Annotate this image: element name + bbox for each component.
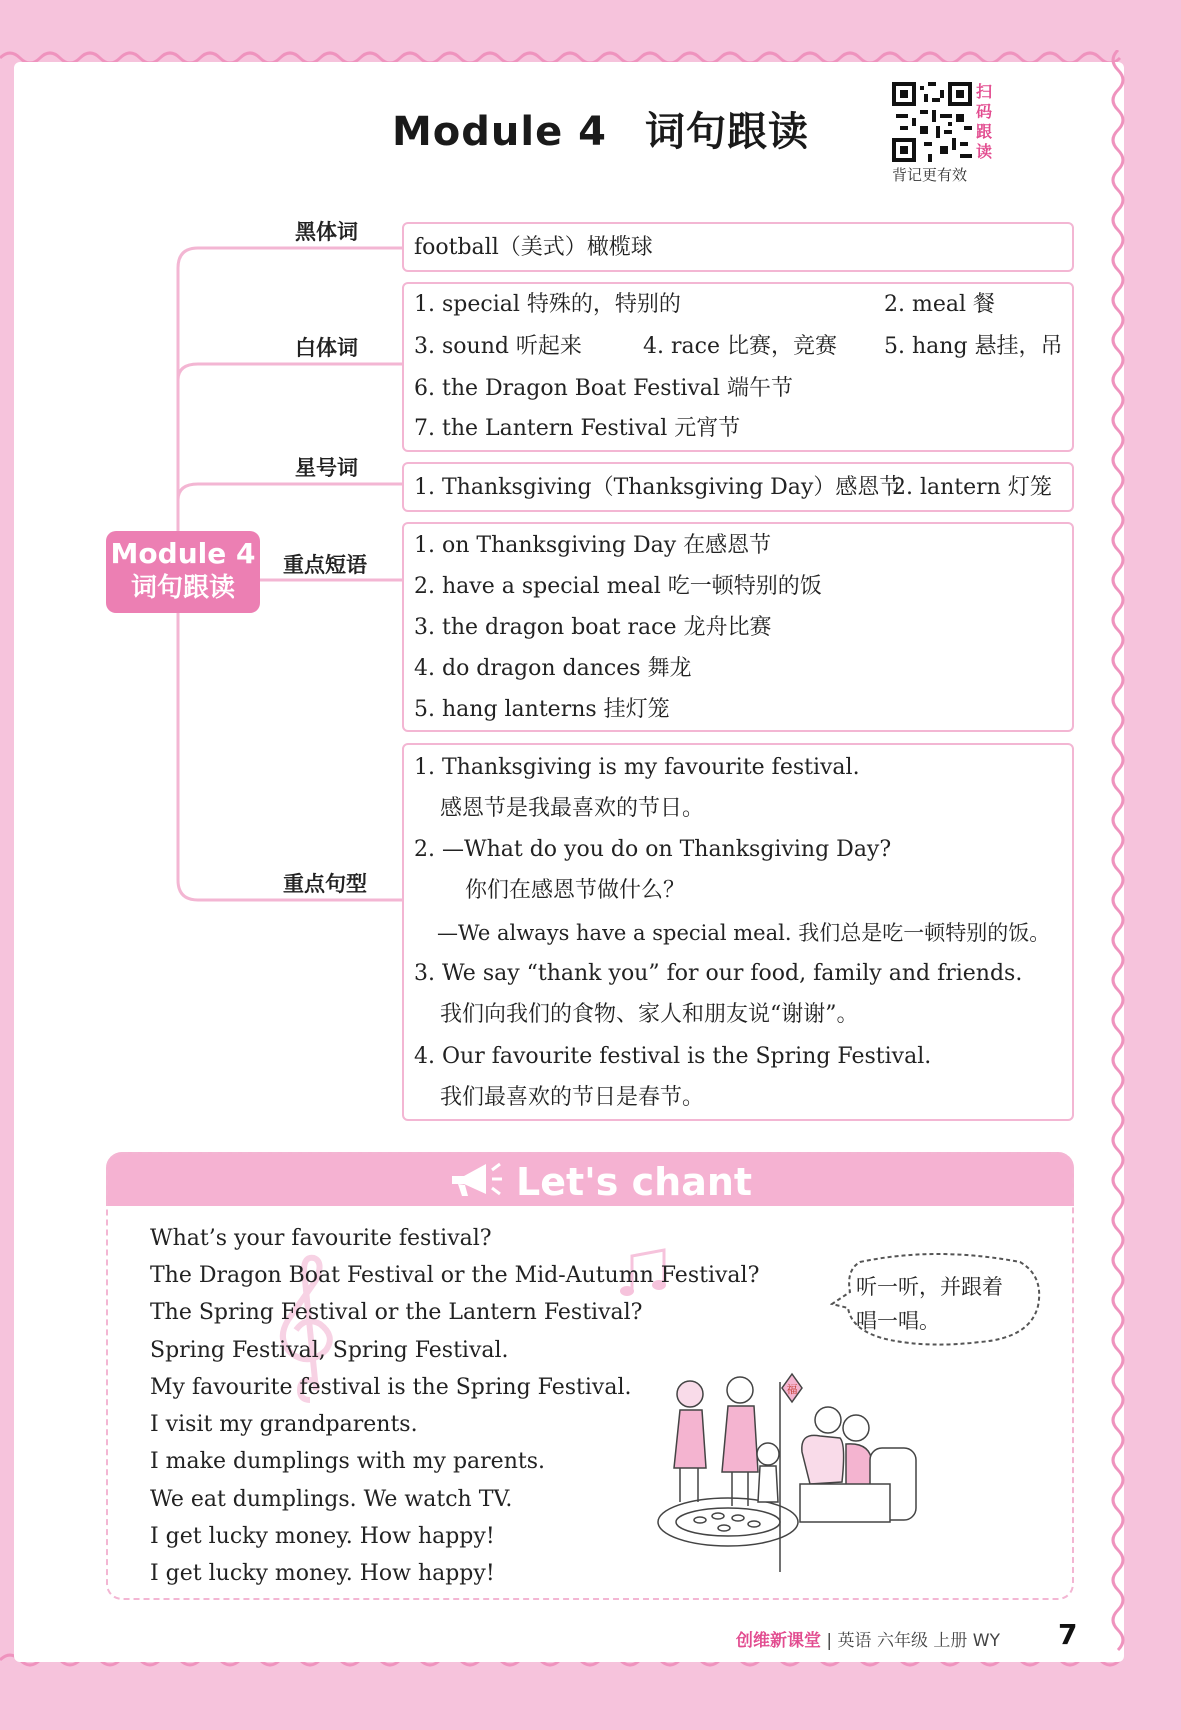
title-cn: 词句跟读 — [645, 109, 809, 155]
white-word-item: 2. meal 餐 — [884, 292, 996, 317]
chant-title: Let's chant — [516, 1160, 753, 1204]
root-line2: 词句跟读 — [130, 573, 235, 603]
qr-code-icon[interactable] — [892, 82, 972, 162]
footer — [736, 1626, 1000, 1651]
qr-side-char: 扫 — [976, 82, 993, 101]
branch-label-star-words: 星号词 — [295, 456, 358, 480]
phrase-item: 1. on Thanksgiving Day 在感恩节 — [414, 533, 772, 558]
white-word-item: 1. special 特殊的，特别的 — [414, 292, 681, 317]
bubble-text — [856, 1270, 1031, 1338]
family-illustration — [650, 1372, 922, 1572]
chant-line: I make dumplings with my parents. — [150, 1449, 545, 1474]
white-word-item: 4. race 比赛，竞赛 — [643, 334, 837, 359]
sentence-line: 你们在感恩节做什么？ — [465, 878, 686, 903]
qr-side-char: 跟 — [976, 122, 993, 141]
sentence-line: 3. We say “thank you” for our food, family and friends. — [414, 961, 1023, 986]
bubble-line: 听一听，并跟着 — [856, 1275, 1003, 1299]
sentence-line: 4. Our favourite festival is the Spring Festival. — [414, 1044, 932, 1069]
qr-side-char: 读 — [976, 142, 993, 161]
branch-label-phrases: 重点短语 — [283, 553, 367, 577]
page-title — [392, 100, 809, 157]
chant-line: I get lucky money. How happy! — [150, 1524, 495, 1549]
bold-word-line: football（美式）橄榄球 — [414, 235, 653, 260]
white-word-item: 6. the Dragon Boat Festival 端午节 — [414, 376, 793, 401]
bubble-line: 唱一唱。 — [856, 1309, 940, 1333]
phrase-item: 3. the dragon boat race 龙舟比赛 — [414, 615, 772, 640]
star-word-item: 2. lantern 灯笼 — [892, 475, 1052, 500]
footer-brand: 创维新课堂 — [736, 1631, 821, 1651]
sentence-line: 1. Thanksgiving is my favourite festival. — [414, 755, 860, 780]
sentence-line: 我们向我们的食物、家人和朋友说“谢谢”。 — [440, 1002, 859, 1027]
white-word-item: 7. the Lantern Festival 元宵节 — [414, 416, 741, 441]
page-number: 7 — [1058, 1618, 1078, 1651]
mind-map-root — [106, 531, 260, 613]
megaphone-icon — [448, 1160, 504, 1200]
white-word-item: 5. hang 悬挂，吊 — [884, 334, 1063, 359]
footer-divider: | — [826, 1631, 838, 1651]
chant-line: The Spring Festival or the Lantern Festival? — [150, 1300, 643, 1325]
wavy-border-right — [1106, 50, 1130, 1660]
chant-line: My favourite festival is the Spring Festival. — [150, 1375, 632, 1400]
phrase-item: 5. hang lanterns 挂灯笼 — [414, 697, 670, 722]
chant-line: I visit my grandparents. — [150, 1412, 418, 1437]
branch-label-white-words: 白体词 — [295, 336, 358, 360]
title-module: Module 4 — [392, 109, 607, 155]
footer-book-info: 英语 六年级 上册 WY — [837, 1631, 1000, 1651]
root-line1: Module 4 — [110, 537, 256, 570]
chant-line: I get lucky money. How happy! — [150, 1561, 495, 1586]
phrase-item: 2. have a special meal 吃一顿特别的饭 — [414, 574, 822, 599]
fu-character: 福 — [786, 1383, 798, 1396]
chant-line: What’s your favourite festival? — [150, 1226, 492, 1251]
sentence-line: 我们最喜欢的节日是春节。 — [440, 1085, 705, 1110]
sentence-line: —We always have a special meal. 我们总是吃一顿特别的饭。 — [437, 921, 1051, 945]
white-word-item: 3. sound 听起来 — [414, 334, 582, 359]
qr-caption: 背记更有效 — [892, 166, 968, 184]
branch-label-bold-words: 黑体词 — [295, 220, 358, 244]
chant-line: The Dragon Boat Festival or the Mid-Autumn Festival? — [150, 1263, 760, 1288]
chant-line: Spring Festival, Spring Festival. — [150, 1338, 509, 1363]
qr-side-char: 码 — [976, 102, 993, 121]
sentence-line: 2. —What do you do on Thanksgiving Day? — [414, 837, 892, 862]
sentence-line: 感恩节是我最喜欢的节日。 — [440, 796, 705, 821]
phrase-item: 4. do dragon dances 舞龙 — [414, 656, 692, 681]
branch-label-sentences: 重点句型 — [283, 872, 367, 896]
star-word-item: 1. Thanksgiving（Thanksgiving Day）感恩节 — [414, 475, 902, 500]
qr-side-label — [976, 82, 996, 162]
chant-line: We eat dumplings. We watch TV. — [150, 1487, 513, 1512]
